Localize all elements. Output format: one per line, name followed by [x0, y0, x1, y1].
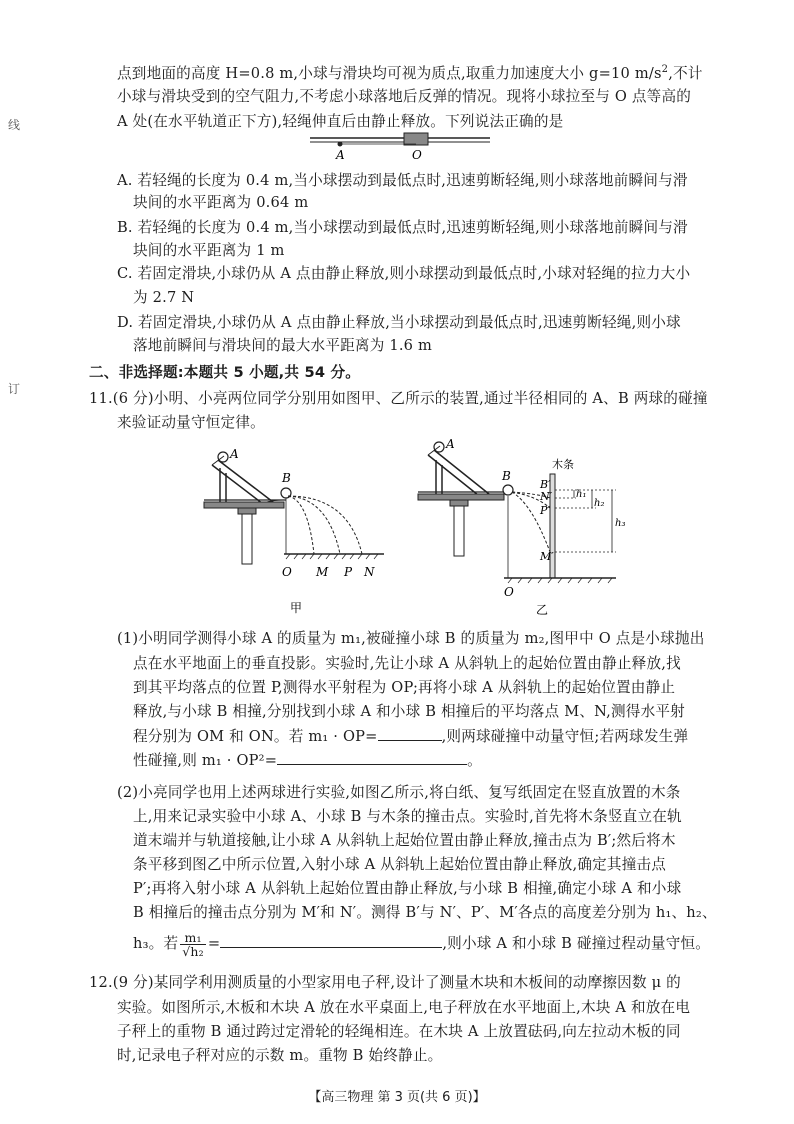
option-d-line2: 落地前瞬间与滑块间的最大水平距离为 1.6 m — [133, 337, 433, 354]
option-c-line1: C. 若固定滑块,小球仍从 A 点由静止释放,则小球摆动到最低点时,小球对轻绳的拉力大小 — [117, 265, 691, 282]
q11-p2-line6: B 相撞后的撞击点分别为 M′和 N′。测得 B′与 N′、P′、M′各点的高度差分别为 h₁、h₂、 — [133, 904, 717, 921]
svg-text:B′: B′ — [540, 478, 551, 491]
option-b-line1: B. 若轻绳的长度为 0.4 m,当小球摆动到最低点时,迅速剪断轻绳,则小球落地前瞬间与滑 — [117, 219, 688, 236]
svg-text:甲: 甲 — [290, 601, 303, 615]
q11-p1-line1: (1)小明同学测得小球 A 的质量为 m₁,被碰撞小球 B 的质量为 m₂,图甲中 O 点是小球抛出 — [117, 630, 705, 647]
svg-text:h₁: h₁ — [576, 489, 587, 500]
q11-p2-line5: P′;再将入射小球 A 从斜轨上起始位置由静止释放,与小球 B 相撞,确定小球 A 和小球 — [133, 880, 682, 897]
q11-p2-line4: 条平移到图乙中所示位置,入射小球 A 从斜轨上起始位置由静止释放,确定其撞击点 — [133, 856, 667, 873]
svg-text:B: B — [502, 469, 511, 483]
q11-line2: 来验证动量守恒定律。 — [117, 414, 265, 431]
option-d-line1: D. 若固定滑块,小球仍从 A 点由静止释放,当小球摆动到最低点时,迅速剪断轻绳,则小球 — [117, 314, 681, 331]
q12-line3: 子秤上的重物 B 通过跨过定滑轮的轻绳相连。在木块 A 上放置砝码,向左拉动木板的同 — [117, 1023, 681, 1040]
answer-blank-1[interactable] — [378, 726, 442, 741]
svg-text:h₂: h₂ — [594, 498, 605, 509]
svg-text:A: A — [446, 437, 455, 451]
label-a: A — [336, 148, 345, 162]
q11-p2-line2: 上,用来记录实验中小球 A、小球 B 与木条的撞击点。实验时,首先将木条竖直立在轨 — [133, 808, 682, 825]
svg-text:N′: N′ — [540, 490, 553, 503]
page-footer: 【高三物理 第 3 页(共 6 页)】 — [308, 1090, 486, 1105]
fraction-m1-sqrt-h2: $\frac{\text{m₁}}{\text{√h₂}}$ — [182, 929, 204, 959]
question-line-3: A 处(在水平轨道正下方),轻绳伸直后由静止释放。下列说法正确的是 — [117, 113, 564, 130]
option-a-line1: A. 若轻绳的长度为 0.4 m,当小球摆动到最低点时,迅速剪断轻绳,则小球落地前瞬间与滑 — [117, 172, 688, 189]
label-o: O — [412, 148, 422, 162]
slider-block — [404, 133, 428, 145]
q11-p1-line2: 点在水平地面上的垂直投影。实验时,先让小球 A 从斜轨上的起始位置由静止释放,找 — [133, 655, 681, 672]
option-b-line2: 块间的水平距离为 1 m — [133, 242, 285, 259]
svg-text:N: N — [364, 565, 375, 579]
svg-text:乙: 乙 — [536, 603, 549, 617]
figure-jia — [198, 440, 398, 620]
svg-text:B: B — [282, 471, 291, 485]
answer-blank-3[interactable] — [220, 933, 442, 948]
option-c-line2: 为 2.7 N — [133, 289, 195, 306]
margin-mark-top: 线 — [8, 118, 21, 132]
figure-yi — [404, 434, 634, 620]
q11-p2-line1: (2)小亮同学也用上述两球进行实验,如图乙所示,将白纸、复写纸固定在竖直放置的木条 — [117, 784, 681, 801]
q11-p1-line6: 性碰撞,则 m₁ · OP²= 。 — [133, 752, 482, 769]
svg-text:h₃: h₃ — [615, 518, 626, 529]
question-line-1: 点到地面的高度 H=0.8 m,小球与滑块均可视为质点,取重力加速度大小 g=10 $m/s^2$,不计 — [117, 64, 703, 82]
q11-p1-line5: 程分别为 OM 和 ON。若 m₁ · OP= ,则两球碰撞中动量守恒;若两球发生弹 — [133, 728, 689, 745]
svg-text:O: O — [282, 565, 292, 579]
svg-text:P: P — [344, 565, 353, 579]
track-diagram — [300, 128, 500, 162]
q12-line2: 实验。如图所示,木板和木块 A 放在水平桌面上,电子秤放在水平地面上,木块 A 和放在电 — [117, 999, 691, 1016]
answer-blank-2[interactable] — [277, 750, 467, 765]
q11-p2-line7: h₃。若 $\frac{\text{m₁}}{\text{√h₂}}$ = ,则小球 A 和小球 B 碰撞过程动量守恒。 — [133, 929, 711, 959]
q11-p2-line3: 道末端并与轨道接触,让小球 A 从斜轨上起始位置由静止释放,撞击点为 B′;然后将木 — [133, 832, 676, 849]
svg-text:M′: M′ — [540, 550, 554, 563]
question-line-2: 小球与滑块受到的空气阻力,不考虑小球落地后反弹的情况。现将小球拉至与 O 点等高的 — [117, 88, 692, 105]
q12-line4: 时,记录电子秤对应的示数 m。重物 B 始终静止。 — [117, 1047, 443, 1064]
svg-text:O: O — [504, 585, 514, 599]
section-heading: 二、非选择题:本题共 5 小题,共 54 分。 — [89, 364, 361, 381]
svg-text:木条: 木条 — [552, 458, 574, 471]
margin-mark-mid: 订 — [8, 382, 21, 396]
svg-text:A: A — [230, 447, 239, 461]
q11-line1: 11.(6 分)小明、小亮两位同学分别用如图甲、乙所示的装置,通过半径相同的 A、B 两球的碰撞 — [89, 390, 708, 407]
svg-text:P′: P′ — [540, 504, 550, 517]
q12-line1: 12.(9 分)某同学利用测质量的小型家用电子秤,设计了测量木块和木板间的动摩擦因数 μ 的 — [89, 974, 681, 991]
q11-p1-line4: 释放,与小球 B 相撞,分别找到小球 A 和小球 B 相撞后的平均落点 M、N,测得水平射 — [133, 703, 685, 720]
option-a-line2: 块间的水平距离为 0.64 m — [133, 194, 309, 211]
svg-text:M: M — [316, 565, 329, 579]
q11-p1-line3: 到其平均落点的位置 P,测得水平射程为 OP;再将小球 A 从斜轨上的起始位置由静止 — [133, 679, 676, 696]
